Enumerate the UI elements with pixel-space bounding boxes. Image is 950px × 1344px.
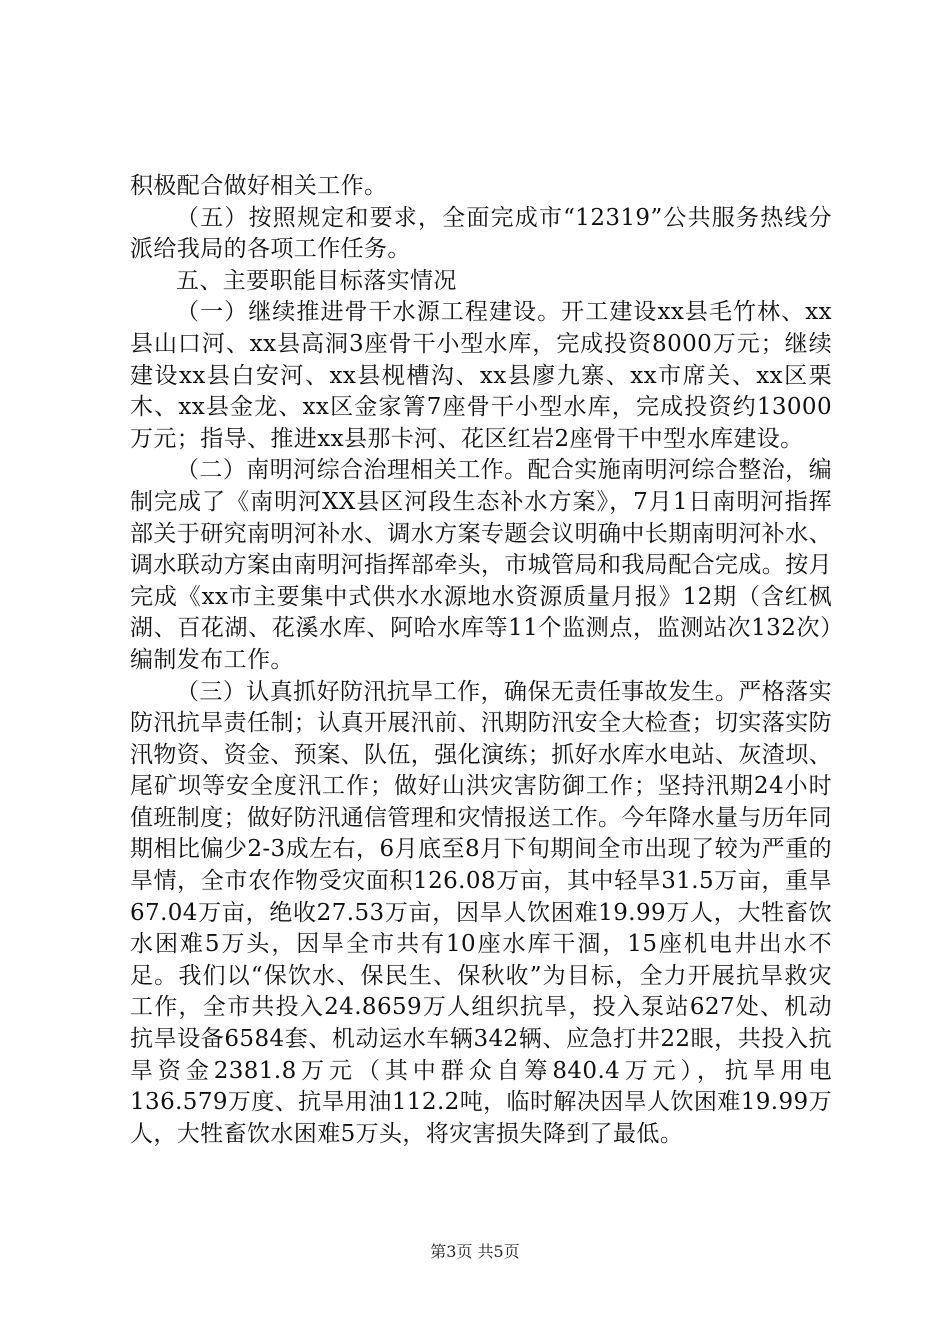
paragraph-continuation: 积极配合做好相关工作。 bbox=[130, 173, 388, 199]
paragraph-item-3: （三）认真抓好防汛抗旱工作，确保无责任事故发生。严格落实防汛抗旱责任制；认真开展汛前、汛期防汛安全大检查；切实落实防汛物资、资金、预案、队伍，强化演练；抓好水库水电站、灰渣坝、尾矿坝等安全度汛工作；做好山洪灾害防御工作；坚持汛期24小时值班制度；做好防汛通信管理和灾情报送工作。今年降水量与历年同期相比偏少2-3成左右，6月底至8月下旬期间全市出现了较为严重的旱情，全市农作物受灾面积126.08万亩，其中轻旱31.5万亩，重旱67.04万亩，绝收27.53万亩，因旱人饮困难19.99万人，大牲畜饮水困难5万头，因旱全市共有10座水库干涸，15座机电井出水不足。我们以“保饮水、保民生、保秋收”为目标，全力开展抗旱救灾工作，全市共投入24.8659万人组织抗旱，投入泵站627处、机动抗旱设备6584套、机动运水车辆342辆、应急打井22眼，共投入抗旱资金2381.8万元（其中群众自筹840.4万元），抗旱用电136.579万度、抗旱用油112.2吨，临时解决因旱人饮困难19.99万人，大牲畜饮水困难5万头，将灾害损失降到了最低。 bbox=[130, 678, 832, 1147]
document-body bbox=[130, 171, 832, 1150]
page-number-footer: 第3页 共5页 bbox=[430, 1242, 520, 1261]
paragraph-item-5: （五）按照规定和要求，全面完成市“12319”公共服务热线分派给我局的各项工作任务。 bbox=[130, 204, 832, 263]
paragraph-item-2: （二）南明河综合治理相关工作。配合实施南明河综合整治，编制完成了《南明河XX县区河段生态补水方案》，7月1日南明河指挥部关于研究南明河补水、调水方案专题会议明确中长期南明河补水、调水联动方案由南明河指挥部牵头，市城管局和我局配合完成。按月完成《xx市主要集中式供水水源地水资源质量月报》12期（含红枫湖、百花湖、花溪水库、阿哈水库等11个监测点，监测站次132次）编制发布工作。 bbox=[130, 457, 832, 673]
paragraph-item-1: （一）继续推进骨干水源工程建设。开工建设xx县毛竹林、xx县山口河、xx县高洞3座骨干小型水库，完成投资8000万元；继续建设xx县白安河、xx县枧槽沟、xx县廖九寨、xx市席关、xx区栗木、xx县金龙、xx区金家箐7座骨干小型水库，完成投资约13000万元；指导、推进xx县那卡河、花区红岩2座骨干中型水库建设。 bbox=[130, 299, 832, 452]
section-heading-5: 五、主要职能目标落实情况 bbox=[176, 267, 457, 294]
